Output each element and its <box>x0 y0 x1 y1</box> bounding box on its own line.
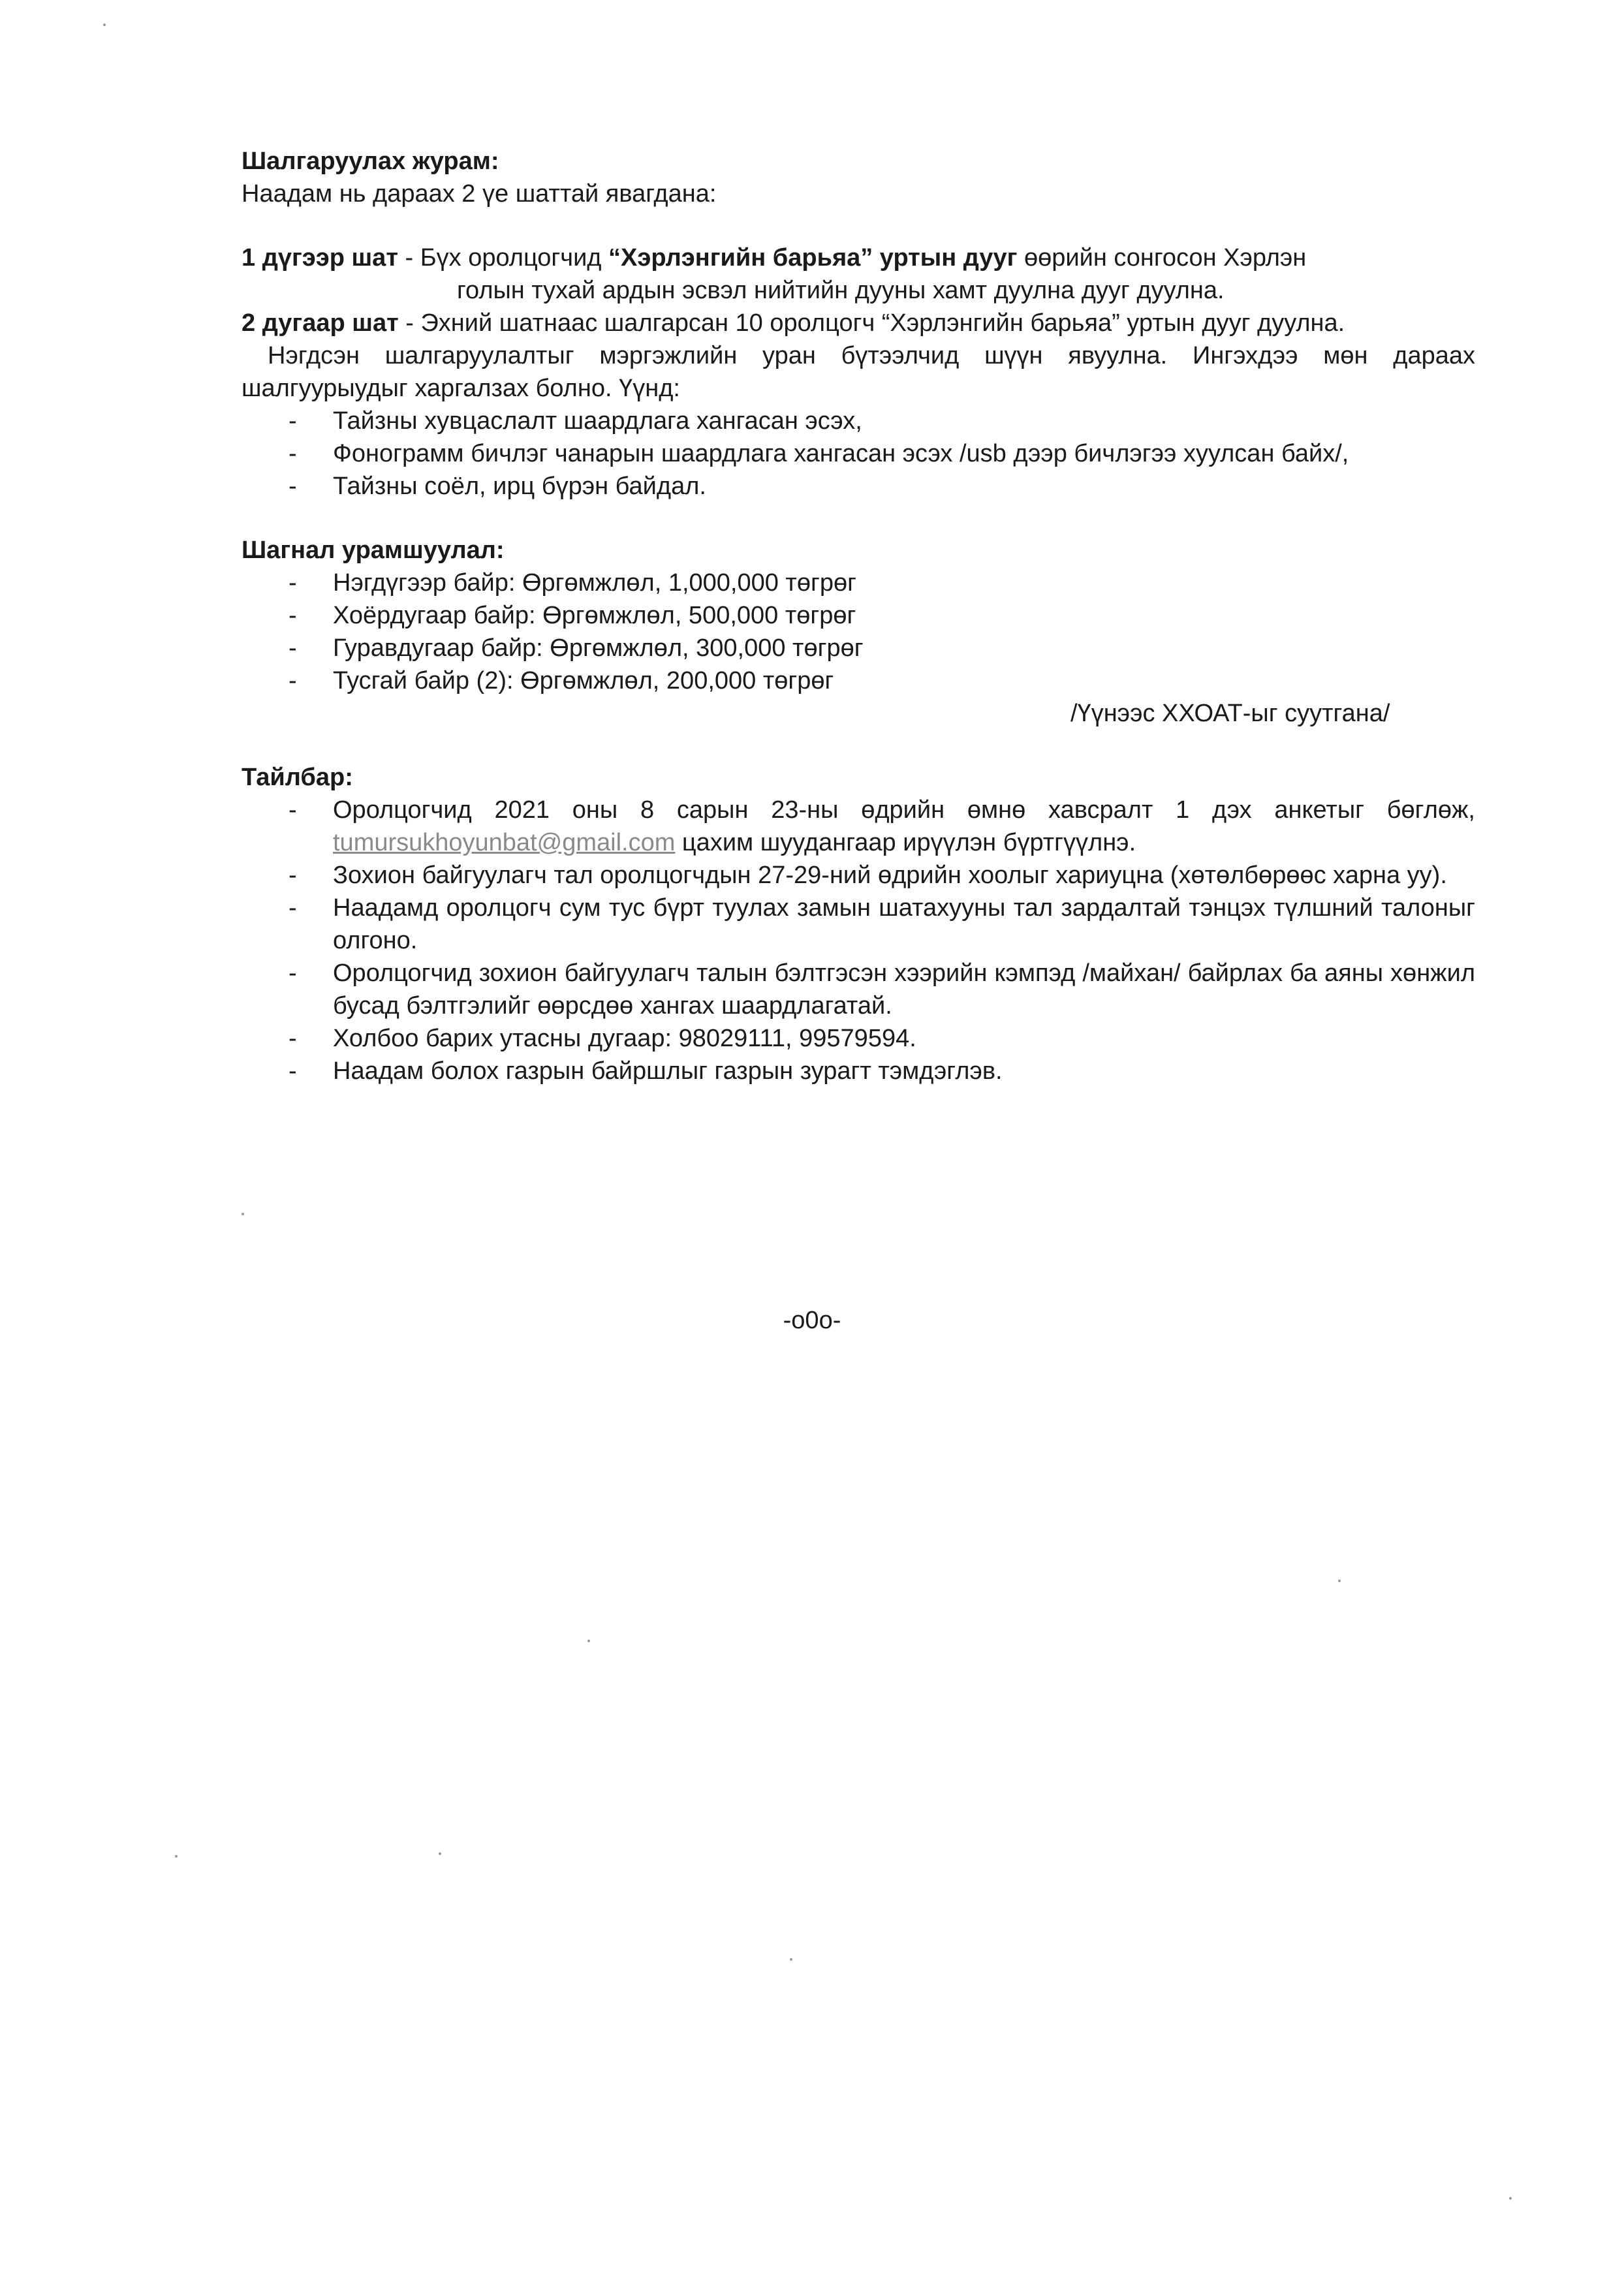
dash-marker: - <box>289 667 297 694</box>
stage-1-text-a: - Бүх оролцогчид <box>398 244 609 272</box>
list-item <box>242 599 1475 632</box>
scan-speck <box>1509 2197 1512 2200</box>
dash-marker: - <box>289 634 297 662</box>
dash-marker: - <box>289 440 297 467</box>
list-item <box>242 892 1475 957</box>
dash-marker: - <box>289 602 297 629</box>
prizes-heading: Шагнал урамшуулал: <box>242 537 505 564</box>
note-text: Наадам болох газрын байршлыг газрын зурагт тэмдэглэв. <box>333 1057 1003 1085</box>
dash-marker: - <box>289 569 297 597</box>
list-item <box>242 664 1475 697</box>
scan-speck <box>242 1213 244 1215</box>
stage-2-text: - Эхний шатнаас шалгарсан 10 оролцогч “Хэрлэнгийн барьяа” уртын дууг дуулна. <box>398 309 1345 337</box>
note-text: Оролцогчид зохион байгуулагч талын бэлтгэсэн хээрийн кэмпэд /майхан/ байрлах ба аяны хөнжил бусад бэлтгэлийг өөрсдөө хангах шаардлагатай. <box>333 959 1475 1020</box>
note-text: Оролцогчид 2021 оны 8 сарын 23-ны өдрийн өмнө хавсралт 1 дэх анкетыг бөглөж, <box>333 796 1475 824</box>
note-text: Наадамд оролцогч сум тус бүрт туулах замын шатахууны тал зардалтай тэнцэх түлшний талоныг олгоно. <box>333 894 1475 954</box>
stage-2 <box>242 307 1475 339</box>
selection-intro: Наадам нь дараах 2 үе шаттай явагдана: <box>242 180 717 208</box>
stage-1-song: “Хэрлэнгийн барьяа” уртын дууг <box>608 244 1018 272</box>
dash-marker: - <box>289 959 297 987</box>
prize-text: Нэгдүгээр байр: Өргөмжлөл, 1,000,000 төгрөг <box>333 569 856 597</box>
criteria-text: Фонограмм бичлэг чанарын шаардлага хангасан эсэх /usb дээр бичлэгээ хуулсан байх/, <box>333 440 1349 467</box>
judging-paragraph: Нэгдсэн шалгаруулалтыг мэргэжлийн уран бүтээлчид шүүн явуулна. Ингэхдээ мөн дараах шалгуурыудыг харгалзах болно. Үүнд: <box>242 342 1475 402</box>
email-link[interactable]: tumursukhoyunbat@gmail.com <box>333 829 676 856</box>
dash-marker: - <box>289 1057 297 1085</box>
dash-marker: - <box>289 894 297 922</box>
notes-heading: Тайлбар: <box>242 764 353 791</box>
list-item <box>242 1022 1475 1055</box>
scan-speck <box>175 1855 178 1858</box>
document-body <box>242 145 1475 1087</box>
prize-text: Тусгай байр (2): Өргөмжлөл, 200,000 төгрөг <box>333 667 834 694</box>
stage-2-label: 2 дугаар шат <box>242 309 399 337</box>
stage-1 <box>242 242 1475 307</box>
list-item <box>242 859 1475 892</box>
stage-1-text-b: өөрийн сонгосон Хэрлэн <box>1017 244 1307 272</box>
list-item <box>242 957 1475 1022</box>
selection-heading: Шалгаруулах журам: <box>242 148 499 175</box>
prize-text: Гуравдугаар байр: Өргөмжлөл, 300,000 төгрөг <box>333 634 864 662</box>
dash-marker: - <box>289 1025 297 1052</box>
dash-marker: - <box>289 473 297 500</box>
notes-list <box>242 794 1475 1087</box>
list-item <box>242 470 1475 503</box>
criteria-text: Тайзны соёл, ирц бүрэн байдал. <box>333 473 706 500</box>
dash-marker: - <box>289 796 297 824</box>
scan-speck <box>103 23 106 26</box>
criteria-text: Тайзны хувцаслалт шаардлага хангасан эсэх, <box>333 407 862 435</box>
note-text: цахим шуудангаар ирүүлэн бүртгүүлнэ. <box>675 829 1136 856</box>
vat-note: /Үүнээс ХХОАТ-ыг суутгана/ <box>1070 700 1390 727</box>
list-item <box>242 405 1475 437</box>
stage-1-label: 1 дүгээр шат <box>242 244 398 272</box>
scan-speck <box>790 1958 792 1961</box>
criteria-list <box>242 405 1475 503</box>
prize-text: Хоёрдугаар байр: Өргөмжлөл, 500,000 төгрөг <box>333 602 856 629</box>
list-item <box>242 1055 1475 1087</box>
prizes-list <box>242 567 1475 697</box>
list-item <box>242 794 1475 859</box>
stage-1-continuation: голын тухай ардын эсвэл нийтийн дууны хамт дуулна дууг дуулна. <box>457 277 1225 304</box>
scan-speck <box>1338 1580 1341 1582</box>
scan-speck <box>587 1640 590 1642</box>
scan-speck <box>439 1852 441 1855</box>
list-item <box>242 437 1475 470</box>
list-item <box>242 567 1475 599</box>
list-item <box>242 632 1475 664</box>
end-mark: -o0o- <box>783 1307 841 1334</box>
dash-marker: - <box>289 862 297 889</box>
note-text: Холбоо барих утасны дугаар: 98029111, 99579594. <box>333 1025 916 1052</box>
note-text: Зохион байгуулагч тал оролцогчдын 27-29-ний өдрийн хоолыг хариуцна (хөтөлбөрөөс харна уу). <box>333 862 1447 889</box>
dash-marker: - <box>289 407 297 435</box>
